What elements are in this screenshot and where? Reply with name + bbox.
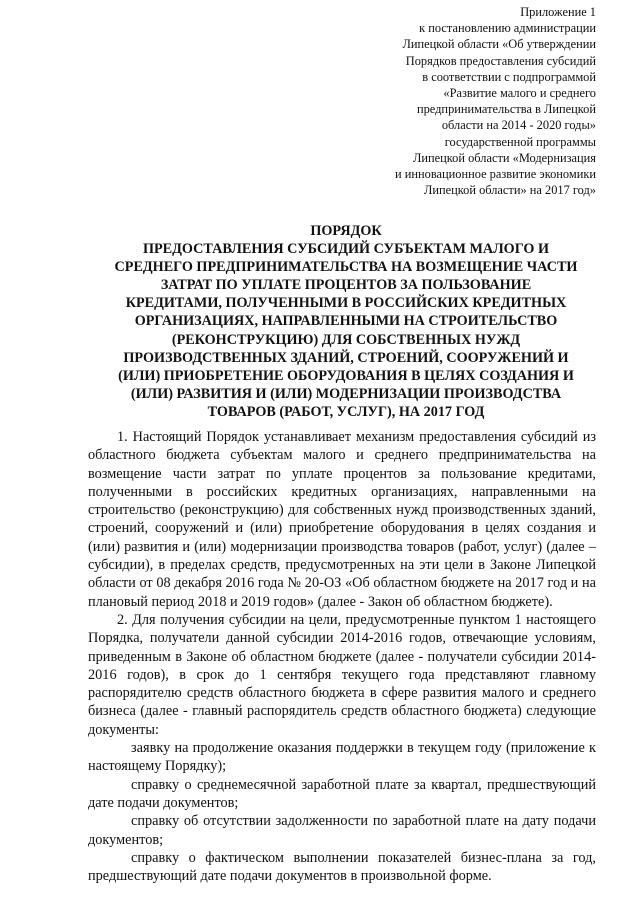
appendix-line: Приложение 1 (520, 5, 596, 19)
appendix-line: и инновационное развитие экономики (395, 167, 596, 182)
title-line: КРЕДИТАМИ, ПОЛУЧЕННЫМИ В РОССИЙСКИХ КРЕДИТНЫХ (125, 295, 567, 312)
appendix-note (366, 4, 596, 198)
title-line: ПОРЯДОК (310, 223, 382, 239)
title-line: ПРЕДОСТАВЛЕНИЯ СУБСИДИЙ СУБЪЕКТАМ МАЛОГО И (142, 241, 549, 258)
appendix-line: Липецкой области «Модернизация (413, 150, 596, 165)
document-title (96, 222, 596, 421)
title-line: (РЕКОНСТРУКЦИЮ) ДЛЯ СОБСТВЕННЫХ НУЖД (171, 331, 521, 348)
title-line: ПРОИЗВОДСТВЕННЫХ ЗДАНИЙ, СТРОЕНИЙ, СООРУЖЕНИЙ И (123, 349, 569, 366)
appendix-line: государственной программы (444, 134, 596, 149)
paragraph-2: 2. Для получения субсидии на цели, предусмотренные пунктом 1 настоящего Порядка, получатели данной субсидии 2014-2016 годов, отвечающие условиям, приведенным в Законе об областном бюджете (далее - получатели субсидии 2014-2016 годов), в срок до 1 сентября текущего года представляют главному распорядителю средств областного бюджета в сфере развития малого и среднего бизнеса (далее - главный распорядитель средств областного бюджета) следующие документы: (88, 611, 596, 738)
appendix-line: области на 2014 - 2020 годы» (441, 118, 596, 133)
appendix-line: в соответствии с подпрограммой (422, 69, 596, 84)
title-line: ОРГАНИЗАЦИЯХ, НАПРАВЛЕННЫМИ НА СТРОИТЕЛЬСТВО (134, 313, 558, 330)
appendix-line: Липецкой области» на 2017 год» (423, 183, 596, 198)
title-line: ЗАТРАТ ПО УПЛАТЕ ПРОЦЕНТОВ ЗА ПОЛЬЗОВАНИЕ (160, 277, 532, 294)
document-list-item: справку о среднемесячной заработной плате за квартал, предшествующий дате подачи документов; (88, 776, 596, 811)
document-list-item: справку об отсутствии задолженности по заработной плате на дату подачи документов; (88, 813, 596, 848)
appendix-line: предпринимательства в Липецкой (416, 102, 596, 117)
title-line: СРЕДНЕГО ПРЕДПРИНИМАТЕЛЬСТВА НА ВОЗМЕЩЕНИЕ ЧАСТИ (114, 259, 578, 276)
title-line: (ИЛИ) ПРИОБРЕТЕНИЕ ОБОРУДОВАНИЯ В ЦЕЛЯХ СОЗДАНИЯ И (118, 367, 574, 384)
appendix-line: Липецкой области «Об утверждении (402, 37, 596, 52)
document-list-item: справку о фактическом выполнении показателей бизнес-плана за год, предшествующий дате подачи документов в произвольной форме. (88, 849, 596, 885)
title-line: ТОВАРОВ (РАБОТ, УСЛУГ), НА 2017 ГОД (207, 403, 485, 420)
title-line: (ИЛИ) РАЗВИТИЯ И (ИЛИ) МОДЕРНИЗАЦИИ ПРОИЗВОДСТВА (130, 385, 562, 402)
appendix-line: Порядков предоставления субсидий (405, 53, 596, 68)
appendix-line: к постановлению администрации (419, 21, 596, 36)
document-list-item: заявку на продолжение оказания поддержки в текущем году (приложение к настоящему Порядку); (88, 740, 596, 775)
document-body (88, 428, 596, 885)
paragraph-1: 1. Настоящий Порядок устанавливает механизм предоставления субсидий из областного бюджета субъектам малого и среднего предпринимательства на возмещение части затрат по уплате процентов за пользование кредитами, полученными в российских кредитных организациях, направленными на строительство (реконструкцию) для собственных нужд производственных зданий, строений, сооружений и (или) приобретение оборудования в целях создания и (или) развития и (или) модернизации производства товаров (работ, услуг) (далее – субсидии), в пределах средств, предусмотренных на эти цели в Законе Липецкой области от 08 декабря 2016 года № 20-ОЗ «Об областном бюджете на 2017 год и на плановый период 2018 и 2019 годов» (далее - Закон об областном бюджете). (88, 429, 596, 610)
appendix-line: «Развитие малого и среднего (443, 86, 596, 101)
